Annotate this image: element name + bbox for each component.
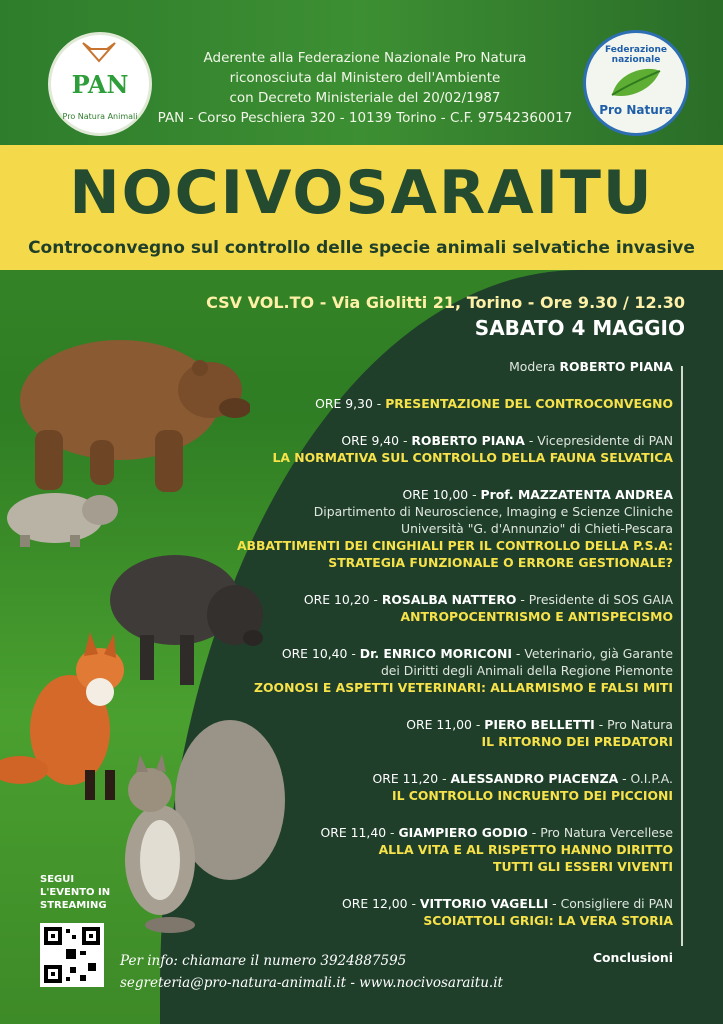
speaker-role: Dipartimento di Neuroscience, Imaging e Scienze Cliniche bbox=[313, 504, 673, 519]
qr-code[interactable] bbox=[40, 923, 104, 987]
pan-logo bbox=[48, 32, 152, 136]
header-line-3: con Decreto Ministeriale del 20/02/1987 bbox=[229, 90, 501, 106]
pro-natura-logo bbox=[583, 30, 689, 136]
program-item: ORE 11,40 - GIAMPIERO GODIO - Pro Natura Vercellese ALLA VITA E AL RISPETTO HANNO DIRITTO TUTTI GLI ESSERI VIVENTI bbox=[203, 824, 673, 875]
item-time: ORE 11,40 bbox=[320, 825, 387, 840]
item-talk-2: STRATEGIA FUNZIONALE O ERRORE GESTIONALE? bbox=[328, 555, 673, 570]
footer-info bbox=[120, 950, 503, 994]
event-subtitle: Controconvegno sul controllo delle specie animali selvatiche invasive bbox=[28, 238, 695, 258]
speaker-role: Presidente di SOS GAIA bbox=[528, 592, 673, 607]
speaker-name: PIERO BELLETTI bbox=[484, 717, 595, 732]
program-item: ORE 9,40 - ROBERTO PIANA - Vicepresidente di PAN LA NORMATIVA SUL CONTROLLO DELLA FAUNA SELVATICA bbox=[203, 432, 673, 466]
item-talk: LA NORMATIVA SUL CONTROLLO DELLA FAUNA SELVATICA bbox=[272, 450, 673, 465]
pro-natura-logo-top: Federazione nazionale bbox=[605, 45, 667, 65]
speaker-role-2: dei Diritti degli Animali della Regione Piemonte bbox=[380, 663, 673, 678]
speaker-name: ROSALBA NATTERO bbox=[381, 592, 517, 607]
speaker-name: Dr. ENRICO MORICONI bbox=[359, 646, 512, 661]
program-item: ORE 11,20 - ALESSANDRO PIACENZA - O.I.P.A. IL CONTROLLO INCRUENTO DEI PICCIONI bbox=[203, 770, 673, 804]
speaker-role: Veterinario, già Garante bbox=[524, 646, 673, 661]
speaker-role: Pro Natura Vercellese bbox=[540, 825, 673, 840]
item-time: ORE 11,00 bbox=[406, 717, 472, 732]
speaker-name: VITTORIO VAGELLI bbox=[419, 896, 549, 911]
speaker-role: O.I.P.A. bbox=[630, 771, 673, 786]
speaker-name: Prof. MAZZATENTA ANDREA bbox=[480, 487, 673, 502]
item-talk: IL RITORNO DEI PREDATORI bbox=[481, 734, 673, 749]
pro-natura-logo-bottom: Pro Natura bbox=[599, 103, 673, 117]
item-time: ORE 11,20 bbox=[372, 771, 439, 786]
program-item: ORE 10,40 - Dr. ENRICO MORICONI - Veterinario, già Garante dei Diritti degli Animali della Regione Piemonte ZOONOSI E ASPETTI VETERINARI: ALLARMISMO E FALSI MITI bbox=[203, 645, 673, 696]
item-talk: IL CONTROLLO INCRUENTO DEI PICCIONI bbox=[391, 788, 673, 803]
moderator-prefix: Modera bbox=[509, 359, 556, 374]
moderator bbox=[203, 358, 673, 375]
speaker-role-2: Università "G. d'Annunzio" di Chieti-Pescara bbox=[401, 521, 673, 536]
conclusion: Conclusioni bbox=[592, 950, 673, 965]
streaming-label: SEGUI L'EVENTO IN STREAMING bbox=[40, 874, 111, 911]
item-talk-2: TUTTI GLI ESSERI VIVENTI bbox=[493, 859, 673, 874]
item-talk: ANTROPOCENTRISMO E ANTISPECISMO bbox=[400, 609, 673, 624]
header-line-1: Aderente alla Federazione Nazionale Pro Natura bbox=[203, 50, 527, 66]
event-title: NOCIVOSARAITU bbox=[69, 158, 654, 228]
pan-logo-subtitle: Pro Natura Animali bbox=[62, 112, 138, 121]
item-time: ORE 9,40 bbox=[341, 433, 400, 448]
item-talk: SCOIATTOLI GRIGI: LA VERA STORIA bbox=[423, 913, 673, 928]
item-time: ORE 10,40 bbox=[281, 646, 348, 661]
leaf-icon bbox=[608, 65, 664, 101]
speaker-role: Consigliere di PAN bbox=[560, 896, 673, 911]
moderator-name: ROBERTO PIANA bbox=[559, 359, 673, 374]
item-time: ORE 12,00 bbox=[341, 896, 408, 911]
item-talk: ABBATTIMENTI DEI CINGHIALI PER IL CONTROLLO DELLA P.S.A: bbox=[236, 538, 673, 553]
speaker-role: Pro Natura bbox=[607, 717, 673, 732]
item-time: ORE 10,20 bbox=[303, 592, 370, 607]
timeline-line bbox=[681, 366, 683, 946]
info-phone: Per info: chiamare il numero 3924887595 bbox=[120, 953, 407, 969]
pan-logo-text: PAN bbox=[71, 69, 129, 99]
program-item: ORE 12,00 - VITTORIO VAGELLI - Consigliere di PAN SCOIATTOLI GRIGI: LA VERA STORIA bbox=[203, 895, 673, 929]
item-talk: PRESENTAZIONE DEL CONTROCONVEGNO bbox=[385, 396, 673, 411]
speaker-name: ROBERTO PIANA bbox=[411, 433, 525, 448]
program-item: ORE 11,00 - PIERO BELLETTI - Pro Natura IL RITORNO DEI PREDATORI bbox=[203, 716, 673, 750]
header-line-2: riconosciuta dal Ministero dell'Ambiente bbox=[229, 70, 501, 86]
event-date: SABATO 4 MAGGIO bbox=[474, 316, 685, 340]
fox-head-icon bbox=[79, 41, 119, 65]
program-item: ORE 10,20 - ROSALBA NATTERO - Presidente di SOS GAIA ANTROPOCENTRISMO E ANTISPECISMO bbox=[203, 591, 673, 625]
item-time: ORE 9,30 bbox=[315, 396, 373, 411]
header-text bbox=[150, 48, 580, 128]
speaker-role: Vicepresidente di PAN bbox=[537, 433, 673, 448]
program-item: ORE 9,30 - PRESENTAZIONE DEL CONTROCONVEGNO bbox=[315, 396, 673, 411]
venue-line: CSV VOL.TO - Via Giolitti 21, Torino - Ore 9.30 / 12.30 bbox=[206, 293, 685, 312]
speaker-name: ALESSANDRO PIACENZA bbox=[450, 771, 619, 786]
program-list bbox=[203, 358, 673, 966]
header-line-4: PAN - Corso Peschiera 320 - 10139 Torino - C.F. 97542360017 bbox=[157, 110, 573, 126]
item-talk: ZOONOSI E ASPETTI VETERINARI: ALLARMISMO E FALSI MITI bbox=[254, 680, 673, 695]
info-contacts[interactable]: segreteria@pro-natura-animali.it - www.nocivosaraitu.it bbox=[120, 975, 503, 991]
speaker-name: GIAMPIERO GODIO bbox=[398, 825, 528, 840]
item-time: ORE 10,00 bbox=[402, 487, 469, 502]
item-talk: ALLA VITA E AL RISPETTO HANNO DIRITTO bbox=[378, 842, 673, 857]
program-item: ORE 10,00 - Prof. MAZZATENTA ANDREA Dipartimento di Neuroscience, Imaging e Scienze Cliniche Università "G. d'Annunzio" di Chieti-Pescara ABBATTIMENTI DEI CINGHIALI PER IL CONTROLLO DELLA P.S.A: STRATEGIA FUNZIONALE O ERRORE GESTIONALE? bbox=[203, 486, 673, 571]
